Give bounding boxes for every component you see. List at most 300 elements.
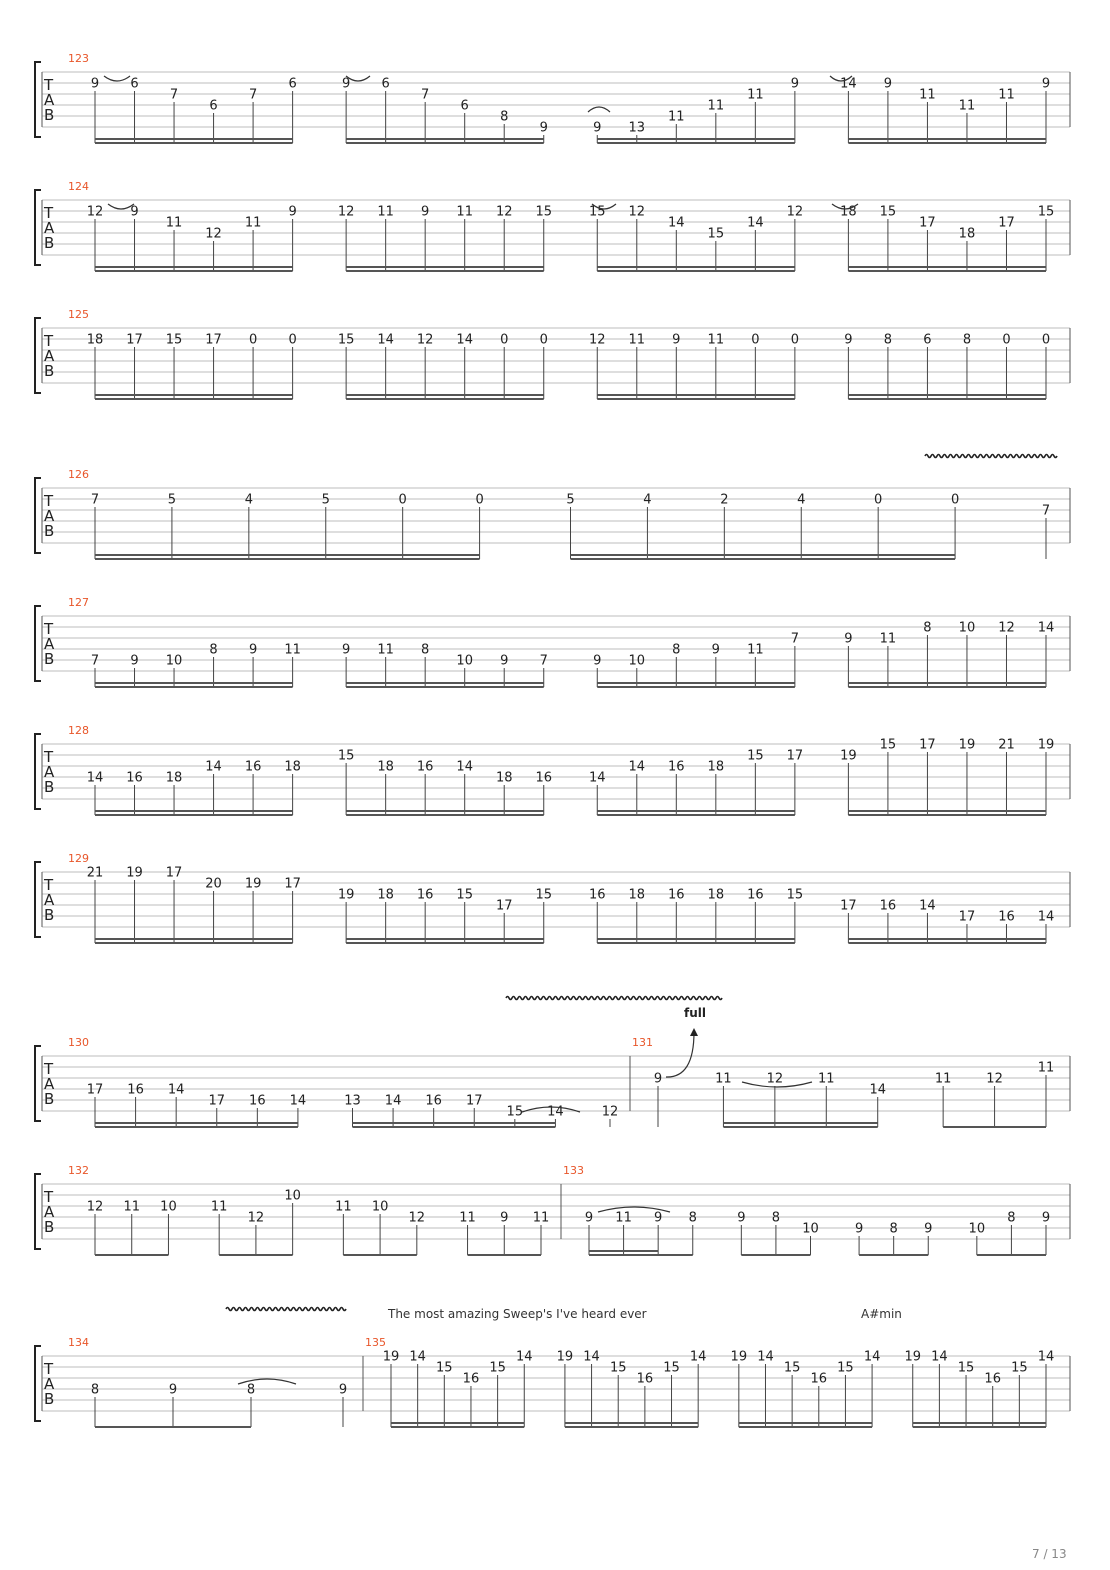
fret-number: 12: [86, 1199, 104, 1215]
fret-number: 9: [844, 332, 853, 348]
tab-clef-letter: A: [44, 635, 55, 653]
fret-number: 19: [126, 865, 143, 881]
vibrato-line: [226, 1308, 346, 1311]
measure-number: 135: [365, 1336, 386, 1349]
fret-number: 18: [840, 204, 857, 220]
fret-number: 11: [934, 1071, 952, 1087]
tab-system: [35, 596, 1070, 687]
fret-number: 18: [495, 770, 513, 786]
fret-number: 16: [588, 887, 606, 903]
fret-number: 11: [335, 1199, 352, 1215]
fret-number: 16: [879, 898, 897, 914]
fret-number: 14: [289, 1093, 307, 1109]
fret-number: 8: [672, 642, 681, 658]
fret-number: 19: [958, 737, 976, 753]
fret-number: 14: [377, 332, 394, 348]
fret-number: 9: [500, 653, 509, 669]
fret-number: 8: [883, 332, 893, 348]
tab-system: [35, 724, 1070, 815]
measure-number: 124: [68, 180, 89, 193]
fret-number: 11: [123, 1199, 141, 1215]
fret-number: 11: [707, 332, 725, 348]
fret-number: 9: [711, 642, 720, 658]
fret-number: 0: [539, 332, 548, 348]
fret-number: 9: [168, 1382, 178, 1398]
fret-number: 17: [786, 748, 804, 764]
fret-number: 19: [337, 887, 355, 903]
fret-number: 8: [90, 1382, 100, 1398]
fret-number: 16: [425, 1093, 442, 1109]
fret-number: 15: [436, 1360, 453, 1376]
fret-number: 11: [747, 642, 764, 658]
fret-number: 6: [288, 76, 297, 92]
fret-number: 17: [958, 909, 976, 925]
fret-number: 12: [986, 1071, 1003, 1087]
fret-number: 14: [628, 759, 646, 775]
fret-number: 14: [931, 1349, 948, 1365]
fret-number: 11: [628, 332, 646, 348]
fret-number: 14: [1037, 909, 1055, 925]
fret-number: 8: [923, 620, 932, 636]
fret-number: 21: [86, 865, 104, 881]
vibrato-line: [925, 455, 1057, 458]
fret-number: 14: [515, 1349, 533, 1365]
fret-number: 9: [248, 642, 258, 658]
fret-number: 9: [130, 204, 139, 220]
fret-number: 9: [421, 204, 430, 220]
system-bracket: [35, 606, 41, 681]
fret-number: 0: [398, 492, 407, 508]
fret-number: 0: [950, 492, 960, 508]
fret-number: 16: [668, 759, 685, 775]
fret-number: 14: [668, 215, 685, 231]
fret-number: 8: [889, 1221, 898, 1237]
fret-number: 18: [165, 770, 183, 786]
measure-number: 132: [68, 1164, 89, 1177]
fret-number: 14: [456, 759, 473, 775]
fret-number: 17: [86, 1082, 104, 1098]
fret-number: 9: [90, 76, 100, 92]
tab-clef-letter: B: [44, 1218, 55, 1236]
fret-number: 15: [786, 887, 804, 903]
fret-number: 19: [840, 748, 857, 764]
tab-clef-letter: A: [44, 763, 55, 781]
fret-number: 11: [919, 87, 936, 103]
fret-number: 10: [456, 653, 473, 669]
system-bracket: [35, 318, 41, 393]
fret-number: 15: [535, 887, 553, 903]
fret-number: 19: [1037, 737, 1055, 753]
fret-number: 14: [919, 898, 936, 914]
fret-number: 15: [588, 204, 606, 220]
tab-staves: [35, 52, 1070, 1427]
tab-clef-letter: B: [44, 906, 55, 924]
fret-number: 7: [1041, 503, 1051, 519]
system-bracket: [35, 862, 41, 937]
fret-number: 14: [869, 1082, 886, 1098]
fret-number: 16: [984, 1371, 1001, 1387]
fret-number: 15: [1011, 1360, 1028, 1376]
measure-number: 131: [632, 1036, 653, 1049]
fret-number: 10: [628, 653, 646, 669]
fret-number: 6: [381, 76, 390, 92]
fret-number: 14: [689, 1349, 707, 1365]
fret-number: 0: [288, 332, 297, 348]
fret-number: 16: [249, 1093, 266, 1109]
fret-number: 11: [284, 642, 301, 658]
fret-number: 7: [790, 631, 800, 647]
fret-number: 10: [371, 1199, 389, 1215]
fret-number: 0: [475, 492, 484, 508]
system-bracket: [35, 478, 41, 553]
fret-number: 14: [547, 1104, 564, 1120]
fret-number: 9: [341, 76, 351, 92]
bend-arrow-head: [690, 1028, 698, 1036]
fret-number: 19: [382, 1349, 400, 1365]
fret-number: 18: [377, 759, 394, 775]
fret-number: 16: [416, 759, 434, 775]
fret-number: 5: [321, 492, 330, 508]
fret-number: 15: [879, 737, 897, 753]
fret-number: 8: [962, 332, 972, 348]
fret-number: 17: [919, 737, 936, 753]
fret-number: 7: [248, 87, 258, 103]
fret-number: 12: [86, 204, 104, 220]
fret-number: 15: [609, 1360, 627, 1376]
fret-number: 9: [288, 204, 297, 220]
tab-clef-letter: T: [44, 620, 54, 638]
sweep-annotation: The most amazing Sweep's I've heard ever: [388, 1307, 647, 1321]
fret-number: 4: [643, 492, 652, 508]
fret-number: 15: [337, 332, 355, 348]
fret-number: 13: [344, 1093, 361, 1109]
fret-number: 15: [337, 748, 355, 764]
fret-number: 10: [802, 1221, 819, 1237]
fret-number: 8: [421, 642, 430, 658]
fret-number: 11: [707, 98, 725, 114]
fret-number: 9: [924, 1221, 933, 1237]
fret-number: 8: [500, 109, 509, 125]
fret-number: 15: [879, 204, 897, 220]
tab-clef-letter: T: [44, 1188, 54, 1206]
system-bracket: [35, 190, 41, 265]
tab-clef-letter: T: [44, 332, 54, 350]
fret-number: 14: [840, 76, 857, 92]
fret-number: 21: [998, 737, 1015, 753]
fret-number: 12: [628, 204, 646, 220]
fret-number: 9: [1041, 76, 1051, 92]
measure-number: 123: [68, 52, 89, 65]
fret-number: 0: [874, 492, 883, 508]
tab-clef-letter: B: [44, 522, 55, 540]
tab-clef-letter: T: [44, 492, 54, 510]
fret-number: 11: [210, 1199, 228, 1215]
fret-number: 18: [958, 226, 976, 242]
articulations: [104, 76, 1057, 1384]
fret-number: 9: [130, 653, 139, 669]
fret-number: 14: [1037, 620, 1055, 636]
fret-number: 17: [126, 332, 143, 348]
fret-number: 18: [707, 759, 725, 775]
measure-number: 126: [68, 468, 89, 481]
fret-number: 5: [566, 492, 575, 508]
fret-number: 9: [844, 631, 853, 647]
fret-number: 15: [506, 1104, 524, 1120]
fret-number: 8: [771, 1210, 781, 1226]
fret-number: 9: [737, 1210, 746, 1226]
fret-number: 12: [998, 620, 1015, 636]
fret-number: 18: [707, 887, 725, 903]
fret-number: 9: [500, 1210, 509, 1226]
fret-number: 10: [958, 620, 976, 636]
bend-full-label: full: [684, 1006, 706, 1020]
fret-number: 17: [205, 332, 222, 348]
fret-number: 9: [790, 76, 800, 92]
fret-number: 9: [341, 642, 351, 658]
fret-number: 17: [998, 215, 1015, 231]
fret-number: 11: [818, 1071, 835, 1087]
measure-number: 133: [563, 1164, 584, 1177]
tab-clef-letter: B: [44, 362, 55, 380]
measure-number: 128: [68, 724, 89, 737]
fret-number: 9: [654, 1210, 663, 1226]
fret-number: 16: [244, 759, 262, 775]
tab-clef-letter: B: [44, 778, 55, 796]
fret-number: 16: [416, 887, 434, 903]
fret-number: 11: [377, 204, 394, 220]
vibrato-line: [506, 997, 722, 1000]
fret-number: 12: [786, 204, 804, 220]
fret-number: 9: [584, 1210, 594, 1226]
fret-number: 9: [338, 1382, 348, 1398]
fret-number: 14: [86, 770, 104, 786]
fret-number: 4: [797, 492, 806, 508]
fret-number: 11: [1037, 1060, 1055, 1076]
tab-system: [35, 852, 1070, 943]
fret-number: 0: [248, 332, 258, 348]
tab-clef-letter: T: [44, 204, 54, 222]
fret-number: 13: [628, 120, 646, 136]
fret-number: 8: [688, 1210, 697, 1226]
fret-number: 16: [535, 770, 553, 786]
tab-system: [35, 468, 1070, 559]
tab-clef-letter: A: [44, 891, 55, 909]
fret-number: 15: [837, 1360, 854, 1376]
fret-number: 17: [919, 215, 936, 231]
fret-number: 12: [337, 204, 355, 220]
fret-number: 11: [998, 87, 1015, 103]
fret-number: 15: [535, 204, 553, 220]
fret-number: 11: [165, 215, 183, 231]
fret-number: 12: [247, 1210, 265, 1226]
fret-number: 0: [751, 332, 760, 348]
fret-number: 19: [556, 1349, 574, 1365]
measure-number: 130: [68, 1036, 89, 1049]
fret-number: 14: [1037, 1349, 1055, 1365]
fret-number: 0: [1002, 332, 1011, 348]
fret-number: 9: [593, 120, 602, 136]
fret-number: 15: [783, 1360, 801, 1376]
fret-number: 19: [244, 876, 262, 892]
fret-number: 12: [766, 1071, 784, 1087]
fret-number: 6: [209, 98, 218, 114]
fret-number: 9: [653, 1071, 663, 1087]
system-bracket: [35, 1046, 41, 1121]
fret-number: 14: [456, 332, 473, 348]
fret-number: 5: [167, 492, 177, 508]
fret-number: 16: [636, 1371, 654, 1387]
fret-number: 9: [672, 332, 681, 348]
tab-system: [35, 180, 1070, 271]
chord-label: A#min: [861, 1307, 902, 1321]
fret-number: 17: [840, 898, 857, 914]
fret-number: 18: [628, 887, 646, 903]
tab-clef-letter: A: [44, 347, 55, 365]
fret-number: 6: [130, 76, 139, 92]
fret-number: 19: [730, 1349, 748, 1365]
fret-number: 11: [532, 1210, 550, 1226]
fret-number: 12: [601, 1104, 619, 1120]
fret-number: 16: [127, 1082, 144, 1098]
tab-clef-letter: A: [44, 1075, 55, 1093]
tab-clef-letter: T: [44, 876, 54, 894]
system-bracket: [35, 1174, 41, 1249]
fret-number: 19: [904, 1349, 922, 1365]
slur: [104, 76, 130, 81]
fret-number: 11: [377, 642, 394, 658]
fret-number: 14: [757, 1349, 774, 1365]
fret-number: 6: [460, 98, 469, 114]
measure-number: 125: [68, 308, 89, 321]
tab-system: [35, 52, 1070, 143]
fret-number: 7: [90, 492, 100, 508]
fret-number: 7: [421, 87, 430, 103]
fret-number: 11: [459, 1210, 476, 1226]
fret-number: 7: [90, 653, 100, 669]
system-bracket: [35, 62, 41, 137]
tab-system: [35, 308, 1070, 399]
fret-number: 14: [384, 1093, 402, 1109]
fret-number: 10: [284, 1188, 301, 1204]
fret-number: 17: [284, 876, 301, 892]
fret-number: 0: [500, 332, 509, 348]
tab-clef-letter: A: [44, 507, 55, 525]
fret-number: 20: [205, 876, 222, 892]
fret-number: 18: [284, 759, 301, 775]
tab-system: [35, 1036, 1070, 1127]
tab-system: [35, 1336, 1070, 1427]
fret-number: 16: [462, 1371, 480, 1387]
tab-clef-letter: B: [44, 650, 55, 668]
tab-clef-letter: B: [44, 234, 55, 252]
fret-number: 14: [583, 1349, 600, 1365]
fret-number: 2: [720, 492, 729, 508]
fret-number: 0: [1041, 332, 1051, 348]
system-bracket: [35, 1346, 41, 1421]
fret-number: 0: [790, 332, 800, 348]
fret-number: 6: [923, 332, 932, 348]
fret-number: 12: [495, 204, 513, 220]
tab-clef-letter: B: [44, 1090, 55, 1108]
fret-number: 8: [209, 642, 218, 658]
fret-number: 15: [663, 1360, 680, 1376]
fret-number: 11: [747, 87, 764, 103]
fret-number: 11: [244, 215, 262, 231]
fret-number: 9: [1041, 1210, 1051, 1226]
page-number: 7 / 13: [1032, 1547, 1067, 1561]
tab-clef-letter: T: [44, 1060, 54, 1078]
fret-number: 7: [539, 653, 548, 669]
fret-number: 14: [588, 770, 606, 786]
fret-number: 18: [377, 887, 394, 903]
fret-number: 10: [968, 1221, 986, 1237]
fret-number: 15: [747, 748, 764, 764]
fret-number: 17: [165, 865, 183, 881]
fret-number: 14: [205, 759, 222, 775]
fret-number: 9: [883, 76, 893, 92]
fret-number: 17: [465, 1093, 483, 1109]
fret-number: 9: [854, 1221, 864, 1237]
fret-number: 9: [593, 653, 602, 669]
tab-clef-letter: B: [44, 1390, 55, 1408]
fret-number: 10: [165, 653, 183, 669]
tab-clef-letter: T: [44, 1360, 54, 1378]
fret-number: 8: [246, 1382, 256, 1398]
fret-number: 9: [539, 120, 548, 136]
fret-number: 12: [205, 226, 222, 242]
fret-number: 17: [208, 1093, 226, 1109]
fret-number: 11: [615, 1210, 632, 1226]
fret-number: 12: [408, 1210, 426, 1226]
tab-clef-letter: T: [44, 76, 54, 94]
fret-number: 11: [715, 1071, 732, 1087]
fret-number: 14: [167, 1082, 185, 1098]
measure-number: 129: [68, 852, 89, 865]
fret-number: 17: [495, 898, 513, 914]
fret-number: 15: [489, 1360, 506, 1376]
slur: [588, 107, 610, 112]
tab-clef-letter: A: [44, 219, 55, 237]
measure-number: 134: [68, 1336, 89, 1349]
fret-number: 7: [169, 87, 179, 103]
fret-number: 16: [998, 909, 1015, 925]
tab-system: [35, 1164, 1070, 1255]
fret-number: 11: [456, 204, 473, 220]
fret-number: 11: [668, 109, 685, 125]
fret-number: 14: [409, 1349, 426, 1365]
fret-number: 15: [957, 1360, 975, 1376]
fret-number: 15: [1037, 204, 1055, 220]
bend-arrow: [666, 1032, 694, 1077]
fret-number: 15: [165, 332, 183, 348]
fret-number: 15: [456, 887, 473, 903]
fret-number: 18: [86, 332, 104, 348]
fret-number: 16: [747, 887, 764, 903]
fret-number: 12: [416, 332, 434, 348]
fret-number: 10: [160, 1199, 177, 1215]
fret-number: 14: [863, 1349, 881, 1365]
tab-clef-letter: A: [44, 91, 55, 109]
fret-number: 16: [810, 1371, 828, 1387]
fret-number: 16: [126, 770, 143, 786]
tab-clef-letter: A: [44, 1203, 55, 1221]
tab-clef-letter: B: [44, 106, 55, 124]
fret-number: 16: [668, 887, 685, 903]
fret-number: 11: [879, 631, 897, 647]
measure-number: 127: [68, 596, 89, 609]
tab-clef-letter: T: [44, 748, 54, 766]
fret-number: 4: [244, 492, 253, 508]
